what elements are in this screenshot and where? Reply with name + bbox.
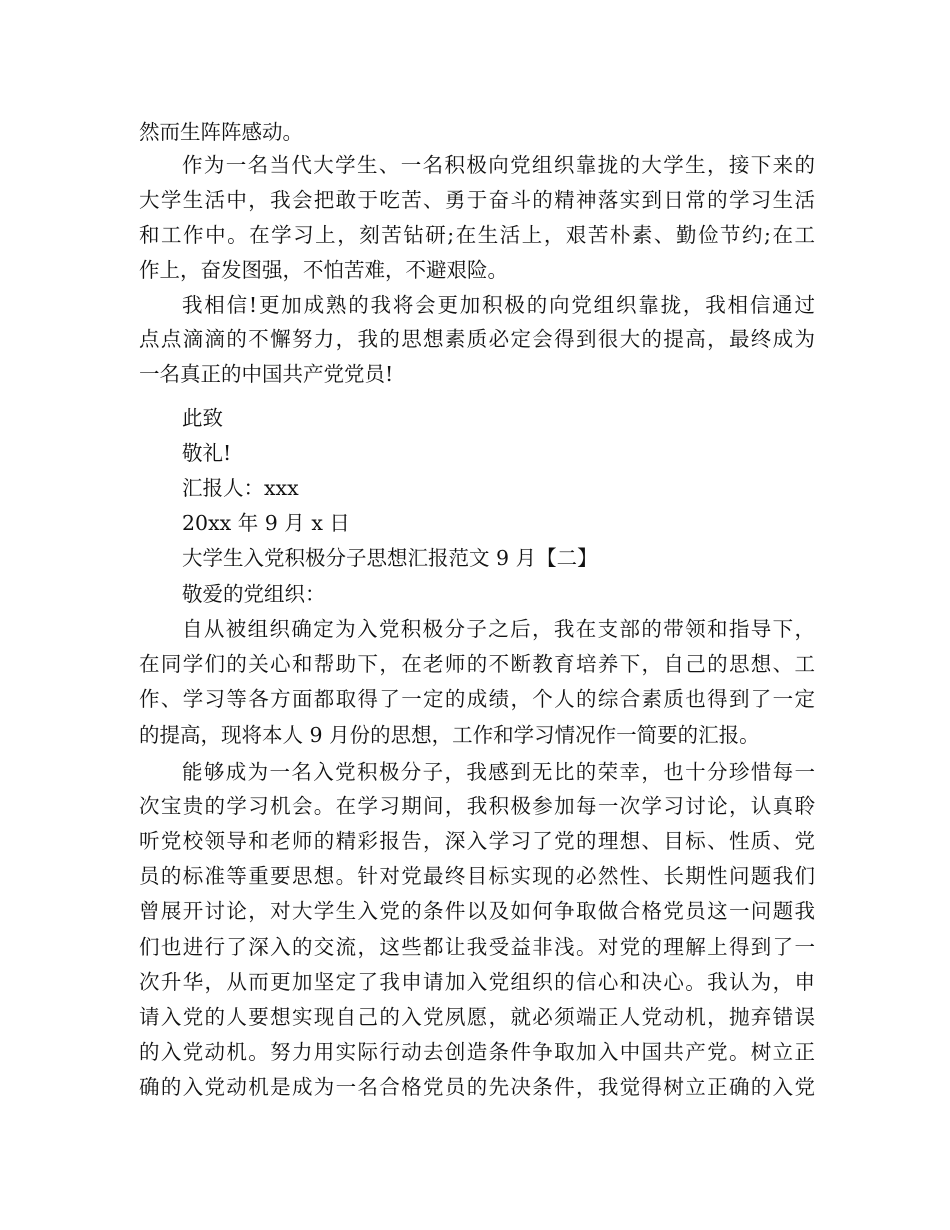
text-line: 听党校领导和老师的精彩报告，深入学习了党的理想、目标、性质、党	[139, 829, 815, 853]
text-line: 员的标准等重要思想。针对党最终目标实现的必然性、长期性问题我们	[139, 864, 815, 888]
text-line: 请入党的人要想实现自己的入党夙愿，就必须端正人党动机，抛弃错误	[139, 1005, 815, 1029]
text-line: 曾展开讨论，对大学生入党的条件以及如何争取做合格党员这一问题我	[139, 899, 815, 923]
paragraph-first-line: 能够成为一名入党积极分子，我感到无比的荣幸，也十分珍惜每一	[182, 760, 815, 784]
text-line: 大学生活中，我会把敢于吃苦、勇于奋斗的精神落实到日常的学习生活	[139, 188, 815, 212]
text-line: 们也进行了深入的交流，这些都让我受益非浅。对党的理解上得到了一	[139, 935, 815, 959]
text-line: 一名真正的中国共产党党员!	[139, 362, 394, 386]
reporter-signature: 汇报人：xxx	[182, 476, 299, 500]
text-line: 作、学习等各方面都取得了一定的成绩，个人的综合素质也得到了一定	[139, 687, 815, 711]
letter-greeting: 敬爱的党组织：	[182, 582, 326, 606]
text-line: 在同学们的关心和帮助下，在老师的不断教育培养下，自己的思想、工	[139, 652, 815, 676]
text-line: 点点滴滴的不懈努力，我的思想素质必定会得到很大的提高，最终成为	[139, 327, 815, 351]
text-line: 的提高，现将本人 9 月份的思想，工作和学习情况作一简要的汇报。	[139, 723, 760, 747]
text-line: 然而生阵阵感动。	[139, 120, 303, 144]
paragraph-first-line: 自从被组织确定为入党积极分子之后，我在支部的带领和指导下，	[182, 617, 815, 641]
text-line: 的入党动机。努力用实际行动去创造条件争取加入中国共产党。树立正	[139, 1040, 815, 1064]
paragraph-first-line: 作为一名当代大学生、一名积极向党组织靠拢的大学生，接下来的	[182, 153, 815, 177]
closing-regards: 敬礼!	[182, 441, 232, 465]
section-heading: 大学生入党积极分子思想汇报范文 9 月【二】	[182, 546, 598, 570]
text-line: 次升华，从而更加坚定了我申请加入党组织的信心和决心。我认为，申	[139, 970, 815, 994]
text-line: 次宝贵的学习机会。在学习期间，我积极参加每一次学习讨论，认真聆	[139, 794, 815, 818]
text-line: 作上，奋发图强，不怕苦难，不避艰险。	[139, 258, 508, 282]
closing-salutation: 此致	[182, 406, 223, 430]
text-line: 确的入党动机是成为一名合格党员的先决条件，我觉得树立正确的入党	[139, 1075, 815, 1099]
text-line: 和工作中。在学习上，刻苦钻研;在生活上，艰苦朴素、勤俭节约;在工	[139, 223, 815, 247]
paragraph-first-line: 我相信!更加成熟的我将会更加积极的向党组织靠拢，我相信通过	[182, 293, 815, 317]
report-date: 20xx 年 9 月 x 日	[182, 511, 350, 535]
